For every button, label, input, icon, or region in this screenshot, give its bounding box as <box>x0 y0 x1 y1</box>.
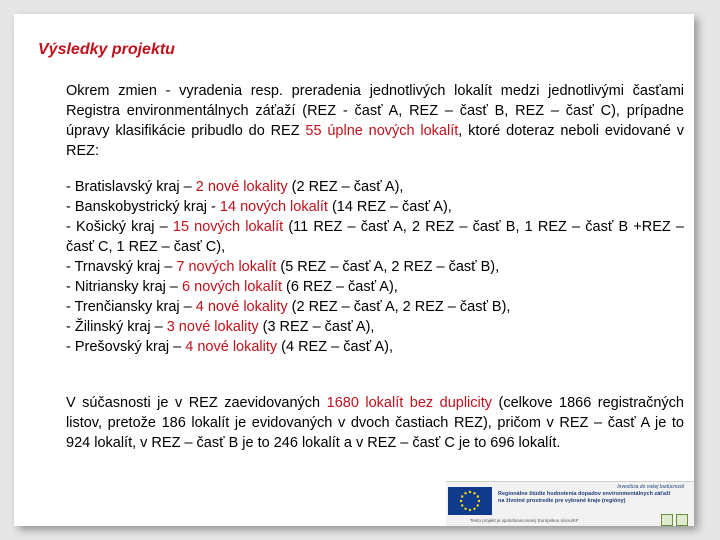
eu-star <box>464 508 466 510</box>
region-detail: (3 REZ – časť A), <box>258 319 375 335</box>
partner-logos <box>661 514 688 526</box>
region-name: - Trnavský kraj – <box>66 259 177 275</box>
eu-star <box>473 492 475 494</box>
region-name: - Košický kraj – <box>66 219 173 235</box>
region-item-trenciansky <box>66 297 684 317</box>
region-item-bratislavsky <box>66 177 684 197</box>
region-name: - Žilinský kraj – <box>66 319 167 335</box>
footer-banner <box>446 481 694 526</box>
region-count: 14 nových lokalít <box>219 199 328 215</box>
region-count: 4 nové lokality <box>185 339 278 355</box>
eu-star <box>469 509 471 511</box>
region-count: 6 nových lokalít <box>182 279 282 295</box>
region-count: 15 nových lokalít <box>172 219 284 235</box>
summary-paragraph <box>66 393 684 453</box>
summary-text-end: (celkove 1866 registračných listov, pretože 186 lokalít je evidovaných v dvoch častiach REZ), pričom v REZ – časť A je to 924 lokalít, v REZ – časť B je to 246 lokalít a v REZ – časť C je to 696 lokalít. <box>66 395 684 451</box>
eu-star <box>461 504 463 506</box>
region-detail: (2 REZ – časť A), <box>287 179 404 195</box>
region-detail: (4 REZ – časť A), <box>277 339 393 355</box>
region-name: - Nitriansky kraj – <box>66 279 183 295</box>
intro-text: Okrem zmien - vyradenia resp. preradenia jednotlivých lokalít medzi jednotlivými časťami Registra environmentálnych záťaží (REZ - časť A, REZ – časť B, REZ – časť C), prípadne úpravy klasifikácie pribudlo do REZ <box>66 83 684 139</box>
eu-star <box>477 495 479 497</box>
summary-highlight: 1680 lokalít bez duplicity <box>326 395 493 411</box>
region-detail: (14 REZ – časť A), <box>327 199 452 215</box>
region-list <box>66 177 684 357</box>
region-item-zilinsky <box>66 317 684 337</box>
slide <box>14 14 694 526</box>
region-name: - Banskobystrický kraj - <box>66 199 220 215</box>
intro-paragraph <box>66 81 684 161</box>
footer-project-text: Regionálne štúdie hodnotenia dopadov environmentálnych záťaží na životné prostredie pre vybrané kraje (regióny) <box>498 491 671 504</box>
region-count: 3 nové lokality <box>166 319 259 335</box>
region-name: - Bratislavský kraj – <box>66 179 196 195</box>
region-item-banskobystricky <box>66 197 684 217</box>
partner-logo-icon <box>676 514 688 526</box>
slide-content <box>66 81 684 468</box>
region-item-presovsky <box>66 337 684 357</box>
partner-logo-icon <box>661 514 673 526</box>
intro-text-end: , ktoré doteraz neboli evidované v REZ: <box>66 123 684 159</box>
region-detail: (5 REZ – časť A, 2 REZ – časť B), <box>276 259 500 275</box>
eu-star <box>464 492 466 494</box>
slide-title: Výsledky projektu <box>38 41 175 58</box>
region-item-trnavsky <box>66 257 684 277</box>
region-name: - Trenčiansky kraj – <box>66 299 196 315</box>
footer-tagline: Investícia do vašej budúcnosti <box>617 484 684 490</box>
eu-star <box>477 504 479 506</box>
summary-text: V súčasnosti je v REZ zaevidovaných <box>66 395 327 411</box>
footer-note: Tento projekt je spolufinancovaný Európskou úniou/KF <box>470 518 579 523</box>
region-item-kosicky <box>66 217 684 257</box>
region-detail: (2 REZ – časť A, 2 REZ – časť B), <box>287 299 511 315</box>
region-name: - Prešovský kraj – <box>66 339 186 355</box>
eu-flag-icon <box>448 487 492 515</box>
region-item-nitriansky <box>66 277 684 297</box>
eu-flag-stars <box>448 487 492 515</box>
eu-star <box>460 500 462 502</box>
region-detail: (11 REZ – časť A, 2 REZ – časť B, 1 REZ – časť B +REZ – časť C, 1 REZ – časť C), <box>66 219 684 255</box>
region-count: 4 nové lokality <box>195 299 288 315</box>
eu-star <box>473 508 475 510</box>
eu-star <box>478 500 480 502</box>
eu-star <box>461 495 463 497</box>
region-count: 7 nových lokalít <box>176 259 277 275</box>
region-detail: (6 REZ – časť A), <box>281 279 398 295</box>
region-count: 2 nové lokality <box>195 179 288 195</box>
eu-star <box>469 491 471 493</box>
intro-highlight: 55 úplne nových lokalít <box>305 123 459 139</box>
